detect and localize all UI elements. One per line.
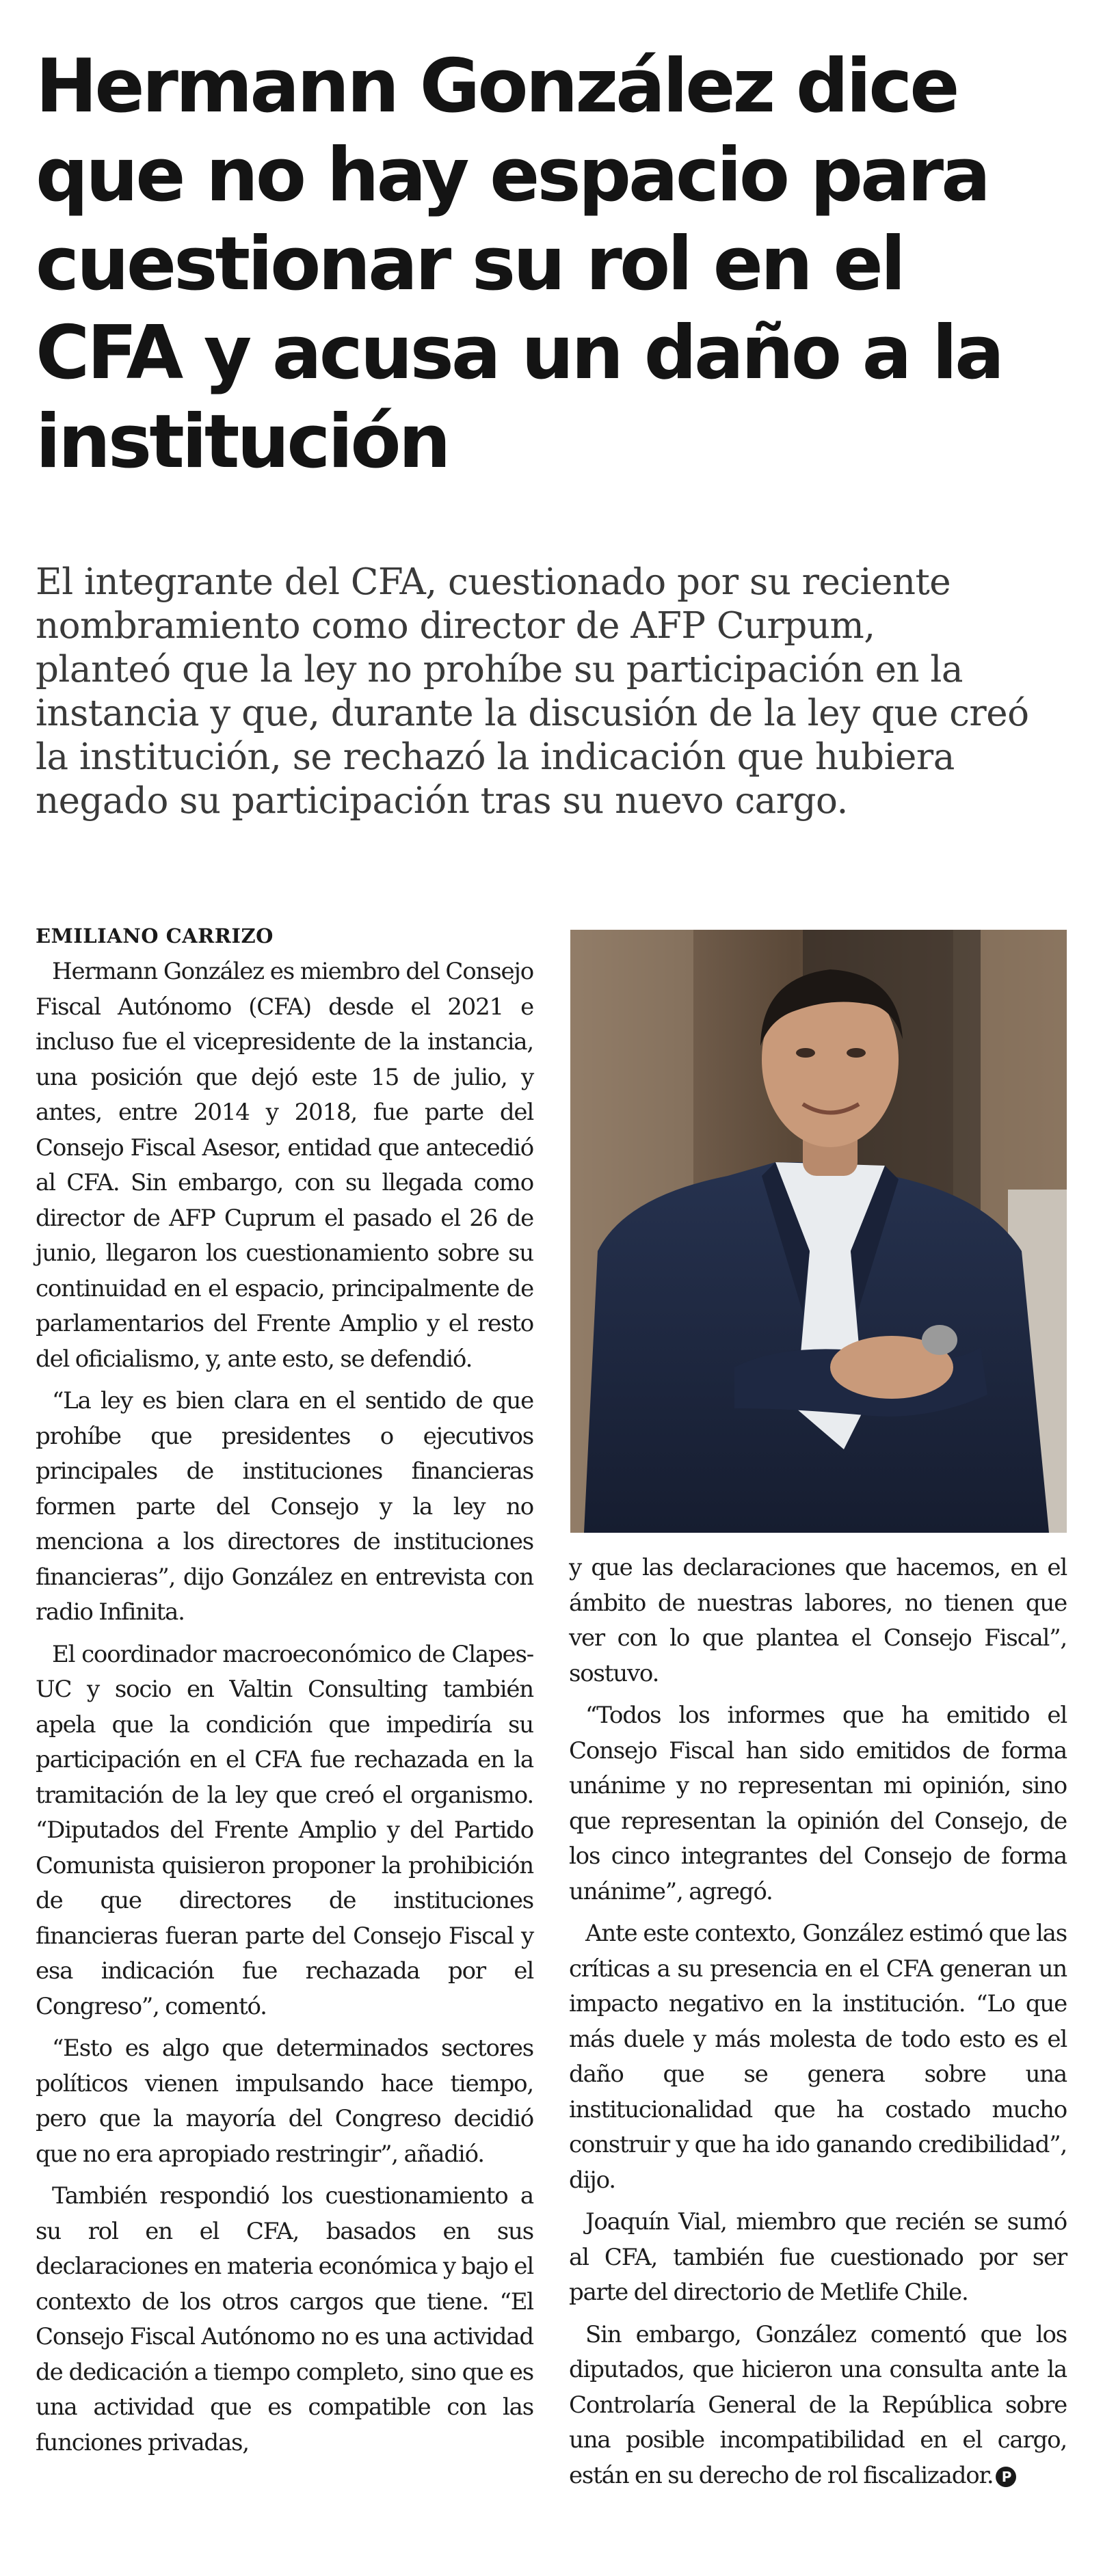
lede-line: planteó que la ley no prohíbe su participación en la <box>36 649 963 690</box>
paragraph: “Esto es algo que determinados sectores políticos vienen impulsando hace tiempo, pero que la mayoría del Congreso decidió que no era apropiado restringir”, añadió. <box>36 2035 533 2168</box>
headline-line: institución <box>36 399 449 485</box>
lede-line: El integrante del CFA, cuestionado por su reciente <box>36 561 951 603</box>
headline <box>36 42 1061 487</box>
headline-line: que no hay espacio para <box>36 133 989 218</box>
headline-line: CFA y acusa un daño a la <box>36 310 1002 396</box>
article-column-left <box>36 954 533 2467</box>
lede <box>36 561 1089 823</box>
lede-line: la institución, se rechazó la indicación que hubiera <box>36 736 955 778</box>
paragraph: “Todos los informes que ha emitido el Consejo Fiscal han sido emitidos de forma unánime y no representan mi opinión, sino que representan la opinión del Consejo, de los cinco integrantes del Consejo de forma unánime”, agregó. <box>569 1702 1067 1905</box>
lede-line: nombramiento como director de AFP Curpum, <box>36 605 875 647</box>
paragraph: “La ley es bien clara en el sentido de que prohíbe que presidentes o ejecutivos principales de instituciones financieras formen parte del Consejo y la ley no menciona a los directores de instituciones financieras”, dijo González en entrevista con radio Infinita. <box>36 1387 533 1626</box>
paragraph: Hermann González es miembro del Consejo Fiscal Autónomo (CFA) desde el 2021 e incluso fue el vicepresidente de la instancia, una posición que dejó este 15 de julio, y antes, entre 2014 y 2018, fue parte del Consejo Fiscal Asesor, entidad que antecedió al CFA. Sin embargo, con su llegada como director de AFP Cuprum el pasado el 26 de junio, llegaron los cuestionamiento sobre su continuidad en el espacio, principalmente de parlamentarios del Frente Amplio y el resto del oficialismo, y, ante esto, se defendió. <box>36 958 533 1373</box>
headline-line: Hermann González dice <box>36 44 957 129</box>
lede-line: negado su participación tras su nuevo cargo. <box>36 780 848 822</box>
paragraph: Ante este contexto, González estimó que las críticas a su presencia en el CFA generan un impacto negativo en la institución. “Lo que más duele y más molesta de todo esto es el daño que se genera sobre una institucionalidad que ha costado mucho construir y que ha ido ganando credibilidad”, dijo. <box>569 1920 1067 2194</box>
closing-paragraph <box>569 2318 1067 2494</box>
headline-line: cuestionar su rol en el <box>36 222 903 307</box>
closing-text: Sin embargo, González comentó que los diputados, que hicieron una consulta ante la Controlaría General de la República sobre una posible incompatibilidad en el cargo, están en su derecho de rol fiscalizador. <box>569 2320 1067 2489</box>
paragraph: También respondió los cuestionamiento a su rol en el CFA, basados en sus declaraciones en materia económica y bajo el contexto de los otros cargos que tiene. “El Consejo Fiscal Autónomo no es una actividad de dedicación a tiempo completo, sino que es una actividad que es compatible con las funciones privadas, <box>36 2182 533 2456</box>
byline: EMILIANO CARRIZO <box>36 924 274 948</box>
end-of-article-icon: P <box>996 2467 1016 2487</box>
article-column-right <box>569 1551 1067 2500</box>
author-portrait-photo <box>570 930 1067 1533</box>
lede-line: instancia y que, durante la discusión de la ley que creó <box>36 693 1029 734</box>
paragraph: Joaquín Vial, miembro que recién se sumó al CFA, también fue cuestionado por ser parte del directorio de Metlife Chile. <box>569 2208 1067 2306</box>
paragraph: El coordinador macroeconómico de Clapes-UC y socio en Valtin Consulting también apela que la condición que impediría su participación en el CFA fue rechazada en la tramitación de la ley que creó el organismo. “Diputados del Frente Amplio y del Partido Comunista quisieron proponer la prohibición de que directores de instituciones financieras fueran parte del Consejo Fiscal y esa indicación fue rechazada por el Congreso”, comentó. <box>36 1640 533 2020</box>
paragraph: y que las declaraciones que hacemos, en el ámbito de nuestras labores, no tienen que ver con lo que plantea el Consejo Fiscal”, sostuvo. <box>569 1554 1067 1687</box>
